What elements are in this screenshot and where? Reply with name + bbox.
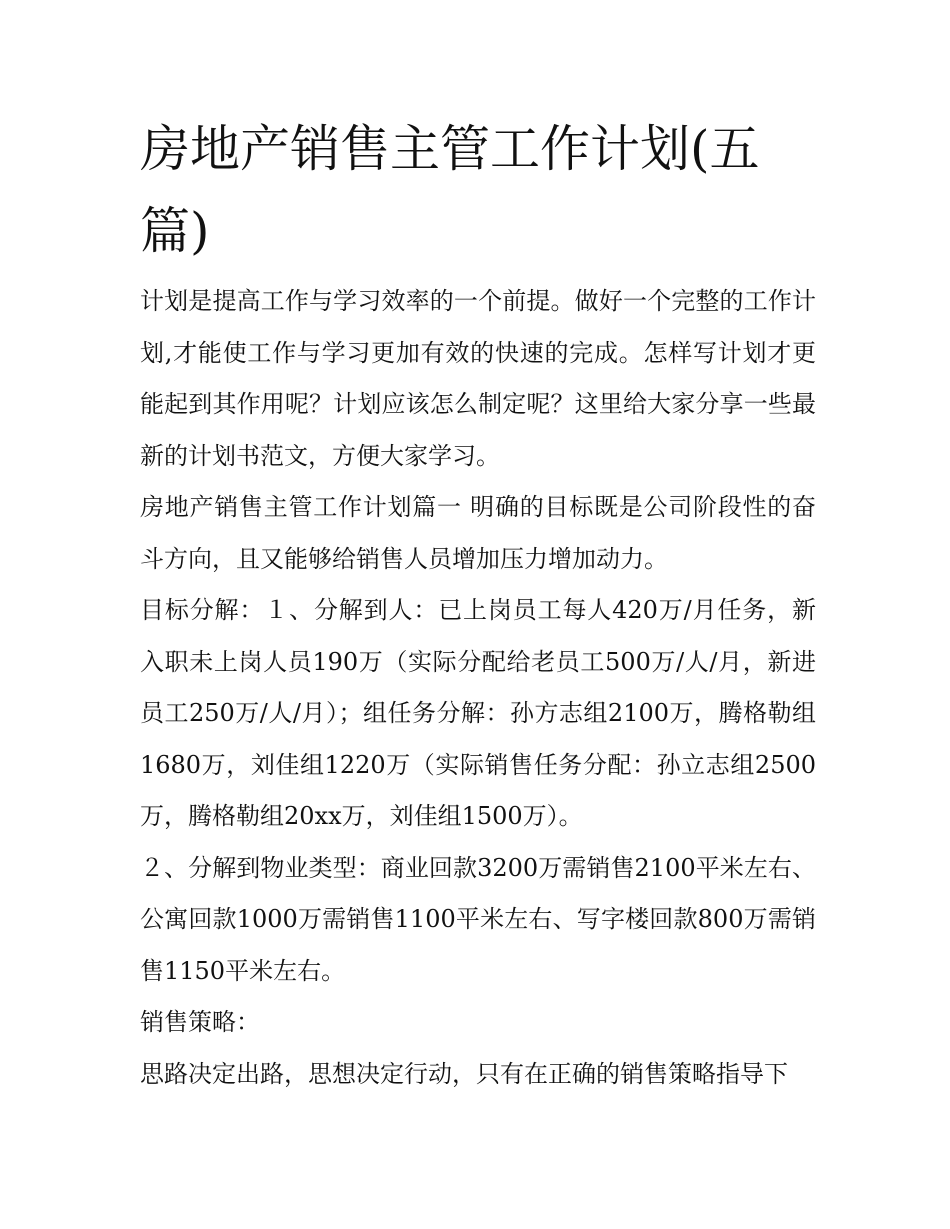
property-type-breakdown-paragraph: ２、分解到物业类型：商业回款3200万需销售2100平米左右、公寓回款1000万需销售1100平米左右、写字楼回款800万需销售1150平米左右。 [140,853,816,985]
document-title: 房地产销售主管工作计划(五篇) [140,120,760,260]
section-one-paragraph: 房地产销售主管工作计划篇一 明确的目标既是公司阶段性的奋斗方向，且又能够给销售人员增加压力增加动力。 [140,493,816,573]
sales-strategy-paragraph: 思路决定出路，思想决定行动，只有在正确的销售策略指导下 [140,1059,788,1088]
intro-paragraph: 计划是提高工作与学习效率的一个前提。做好一个完整的工作计划,才能使工作与学习更加有效的快速的完成。怎样写计划才更能起到其作用呢？计划应该怎么制定呢？这里给大家分享一些最新的计划书范文，方便大家学习。 [140,287,816,470]
target-breakdown-paragraph: 目标分解：１、分解到人：已上岗员工每人420万/月任务，新入职未上岗人员190万（实际分配给老员工500万/人/月，新进员工250万/人/月）；组任务分解：孙方志组2100万，腾格勒组1680万，刘佳组1220万（实际销售任务分配：孙立志组2500万，腾格勒组20xx万，刘佳组1500万）。 [140,596,816,830]
document-body [140,276,816,1100]
sales-strategy-heading: 销售策略： [140,1008,260,1036]
